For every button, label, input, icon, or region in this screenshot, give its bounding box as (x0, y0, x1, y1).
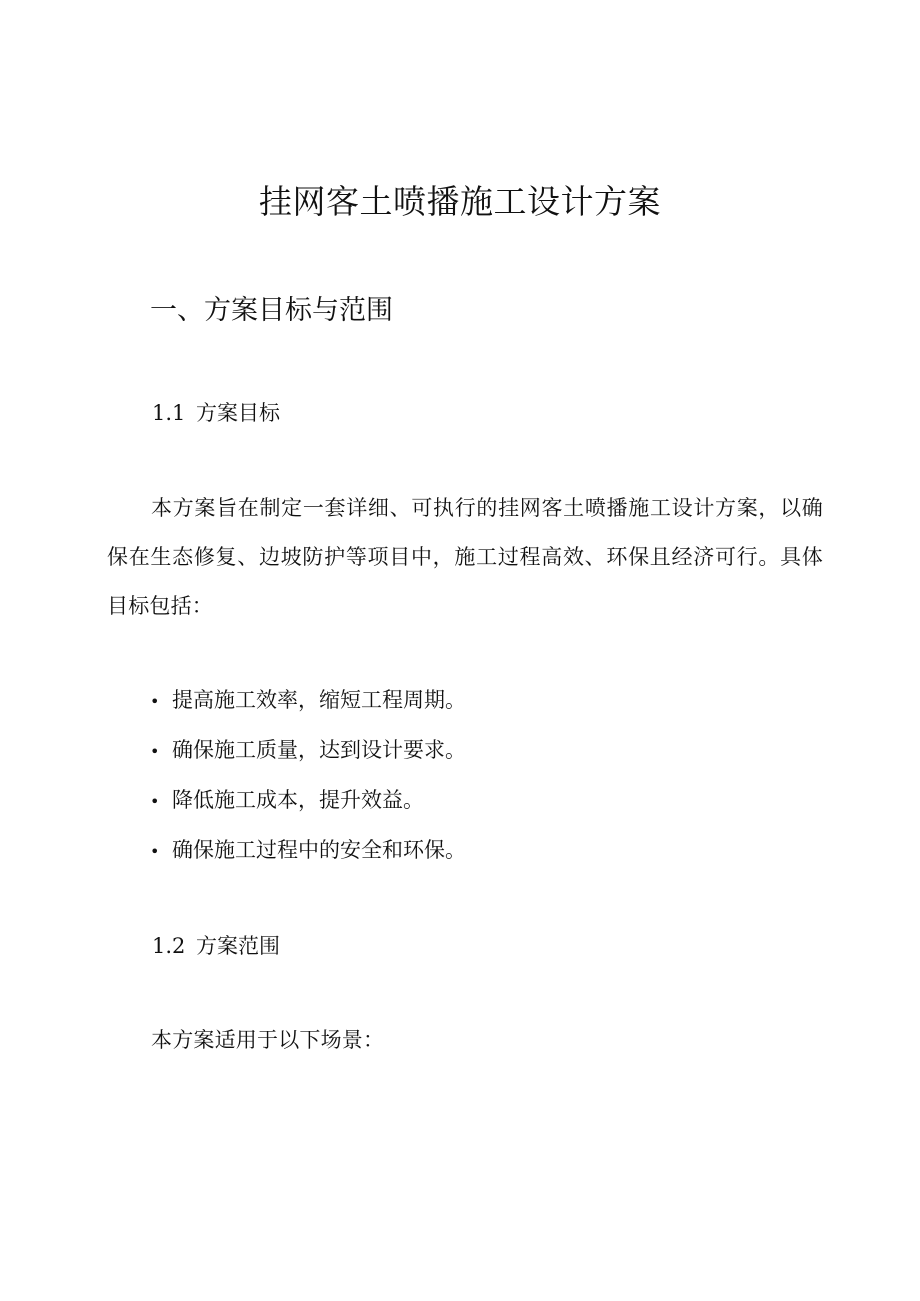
list-item-text: 降低施工成本，提升效益。 (172, 788, 424, 812)
list-item-text: 确保施工过程中的安全和环保。 (172, 838, 466, 862)
subsection-title: 方案目标 (196, 401, 280, 425)
subsection-title: 方案范围 (196, 934, 280, 958)
bullet-icon: • (150, 692, 160, 711)
scope-paragraph: 本方案适用于以下场景： (151, 1028, 385, 1052)
section-heading: 一、方案目标与范围 (150, 295, 393, 326)
list-item (150, 776, 466, 826)
list-item-text: 确保施工质量，达到设计要求。 (172, 738, 466, 762)
subsection-heading-scope (152, 930, 280, 962)
subsection-number: 1.1 (152, 401, 186, 425)
list-item (150, 826, 466, 876)
bullet-icon: • (150, 792, 160, 811)
list-item (150, 676, 466, 726)
list-item (150, 726, 466, 776)
bullet-icon: • (150, 742, 160, 761)
bullet-icon: • (150, 842, 160, 861)
list-item-text: 提高施工效率，缩短工程周期。 (172, 688, 466, 712)
goals-bullet-list (150, 676, 466, 876)
document-title: 挂网客土喷播施工设计方案 (259, 182, 661, 221)
goals-paragraph: 本方案旨在制定一套详细、可执行的挂网客土喷播施工设计方案，以确保在生态修复、边坡防护等项目中，施工过程高效、环保且经济可行。具体目标包括： (107, 496, 823, 618)
subsection-heading-goals (152, 397, 280, 429)
subsection-number: 1.2 (152, 934, 186, 958)
